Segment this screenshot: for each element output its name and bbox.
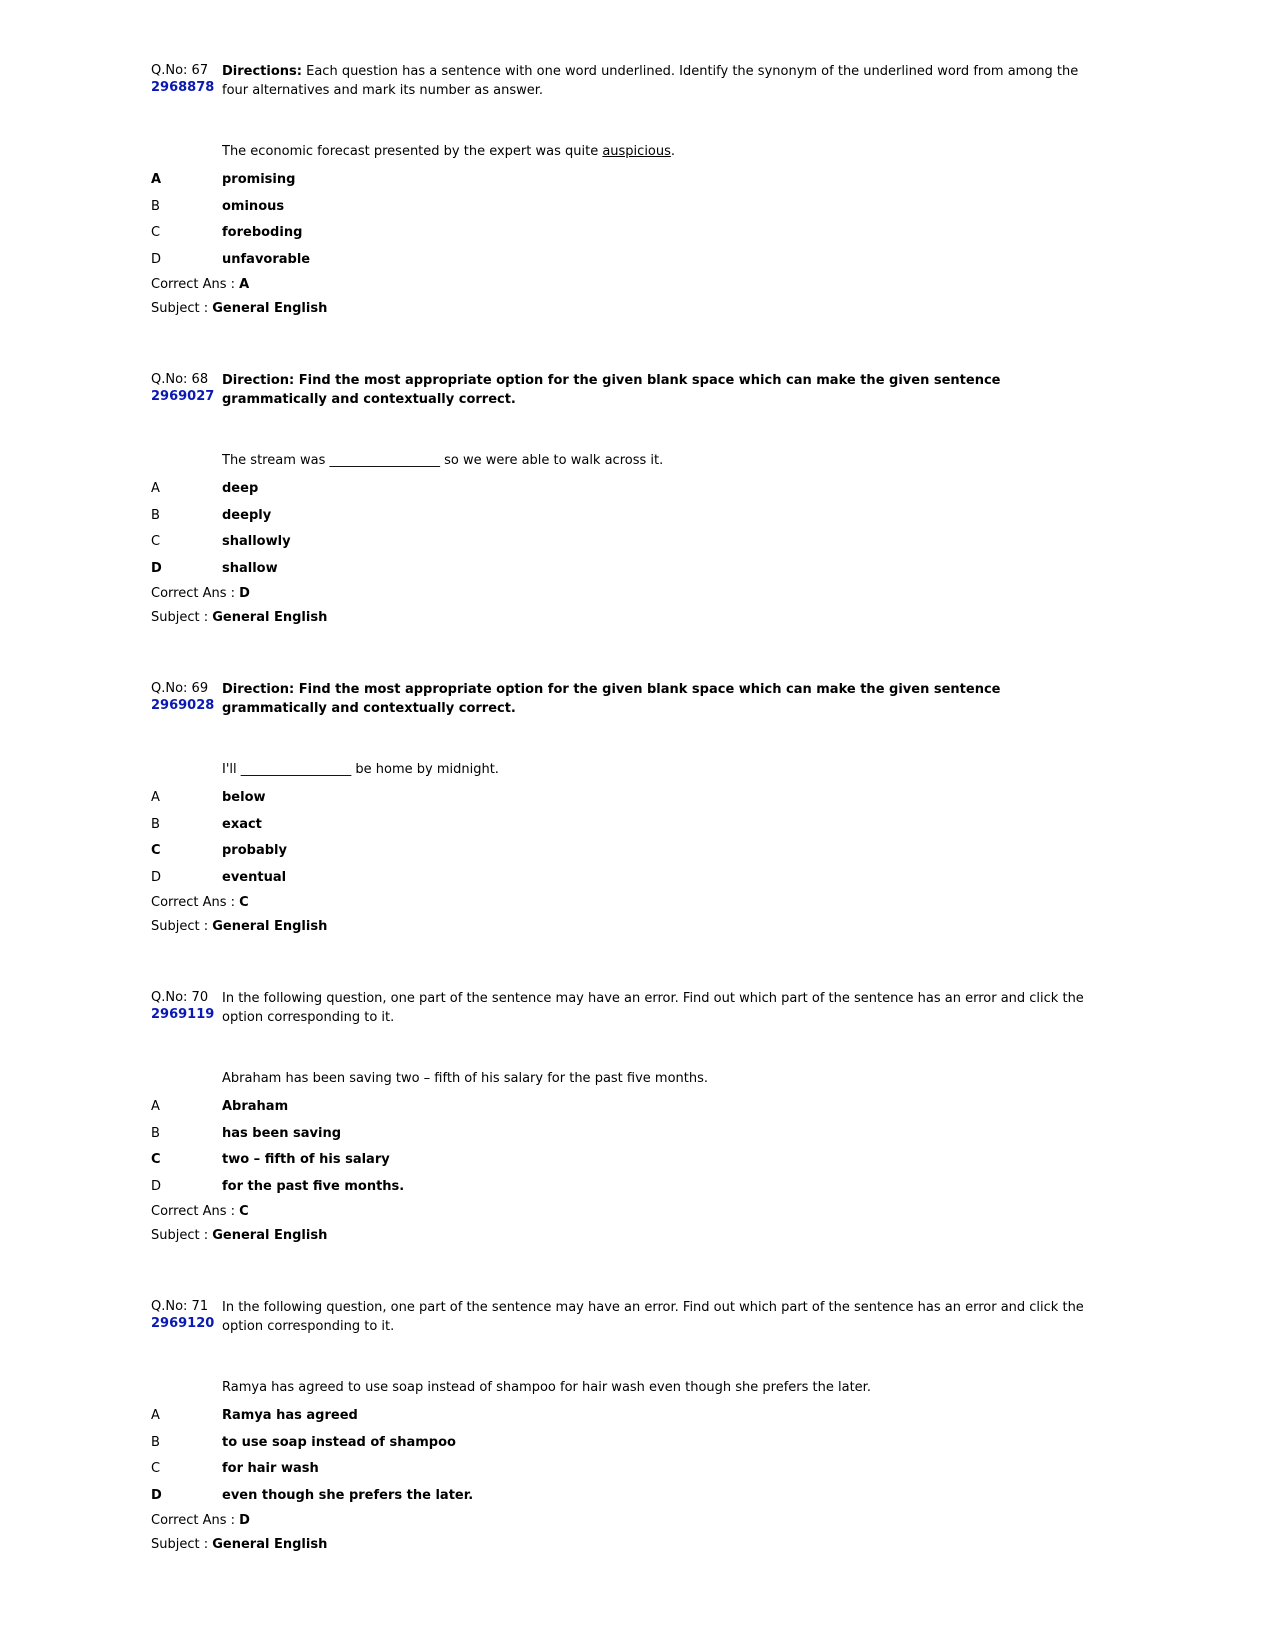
stem-after: . [670, 144, 676, 159]
correct-answer-value: D [239, 1513, 250, 1528]
question-67 [151, 62, 1101, 316]
option-letter: D [151, 1179, 162, 1194]
option-c [151, 224, 1101, 241]
question-number: Q.No: 71 [151, 1299, 209, 1314]
subject [151, 300, 327, 317]
question-number: Q.No: 70 [151, 990, 209, 1005]
option-letter: B [151, 1126, 160, 1141]
question-71 [151, 1298, 1101, 1552]
option-text: deep [222, 481, 259, 496]
question-id: 2969027 [151, 389, 215, 404]
option-d [151, 560, 1101, 577]
correct-answer-label: Correct Ans : [151, 1513, 240, 1528]
option-d [151, 251, 1101, 268]
question-header [151, 371, 1101, 411]
option-text: promising [222, 172, 296, 187]
option-c [151, 533, 1101, 550]
option-text: Abraham [222, 1099, 289, 1114]
option-b [151, 198, 1101, 215]
directions-lead: Directions: [222, 64, 302, 79]
option-a [151, 1407, 1101, 1424]
directions: Direction: Find the most appropriate option for the given blank space which can make the given sentence grammatically and contextually correct. [222, 373, 1001, 407]
option-text: shallow [222, 561, 278, 576]
question-number: Q.No: 67 [151, 63, 209, 78]
option-letter: D [151, 561, 162, 576]
option-a [151, 171, 1101, 188]
option-letter: C [151, 843, 161, 858]
question-id: 2968878 [151, 80, 215, 95]
correct-answer [151, 894, 249, 911]
correct-answer-value: C [239, 895, 249, 910]
question-number: Q.No: 69 [151, 681, 209, 696]
option-letter: A [151, 1408, 160, 1423]
question-number-block [151, 680, 217, 714]
option-letter: C [151, 534, 161, 549]
option-letter: B [151, 1435, 160, 1450]
option-a [151, 789, 1101, 806]
subject-value: General English [212, 610, 328, 625]
option-c [151, 842, 1101, 859]
question-header [151, 1298, 1101, 1338]
question-number-block [151, 62, 217, 96]
option-text: eventual [222, 870, 287, 885]
option-b [151, 1125, 1101, 1142]
option-text: has been saving [222, 1126, 342, 1141]
question-number-block [151, 371, 217, 405]
stem-before: The economic forecast presented by the expert was quite [222, 144, 603, 159]
option-text: shallowly [222, 534, 291, 549]
option-letter: A [151, 481, 160, 496]
option-letter: B [151, 508, 160, 523]
question-header [151, 62, 1101, 102]
subject [151, 1536, 327, 1553]
subject-value: General English [212, 1537, 328, 1552]
correct-answer-label: Correct Ans : [151, 1204, 240, 1219]
question-number: Q.No: 68 [151, 372, 209, 387]
correct-answer [151, 276, 249, 293]
option-text: for hair wash [222, 1461, 319, 1476]
option-c [151, 1460, 1101, 1477]
subject-value: General English [212, 919, 328, 934]
subject-value: General English [212, 301, 328, 316]
option-d [151, 869, 1101, 886]
option-d [151, 1178, 1101, 1195]
option-text: below [222, 790, 266, 805]
correct-answer [151, 1203, 249, 1220]
subject-label: Subject : [151, 1537, 213, 1552]
question-stem: Ramya has agreed to use soap instead of shampoo for hair wash even though she prefers the later. [222, 1380, 871, 1395]
question-stem [222, 143, 675, 160]
question-68 [151, 371, 1101, 625]
option-b [151, 816, 1101, 833]
question-stem: Abraham has been saving two – fifth of his salary for the past five months. [222, 1071, 709, 1086]
correct-answer-label: Correct Ans : [151, 277, 240, 292]
option-text: to use soap instead of shampoo [222, 1435, 456, 1450]
option-letter: D [151, 252, 162, 267]
question-69 [151, 680, 1101, 934]
option-text: even though she prefers the later. [222, 1488, 474, 1503]
option-text: deeply [222, 508, 272, 523]
question-id: 2969120 [151, 1316, 215, 1331]
subject-label: Subject : [151, 301, 213, 316]
subject-value: General English [212, 1228, 328, 1243]
subject-label: Subject : [151, 610, 213, 625]
option-a [151, 480, 1101, 497]
stem-underlined-word: auspicious [602, 144, 671, 159]
directions-text: Each question has a sentence with one word underlined. Identify the synonym of the underlined word from among the four alternatives and mark its number as answer. [222, 64, 1079, 98]
correct-answer-label: Correct Ans : [151, 586, 240, 601]
question-id: 2969119 [151, 1007, 215, 1022]
option-b [151, 507, 1101, 524]
directions [222, 62, 1102, 100]
option-text: ominous [222, 199, 285, 214]
correct-answer-value: D [239, 586, 250, 601]
question-number-block [151, 1298, 217, 1332]
option-d [151, 1487, 1101, 1504]
option-letter: B [151, 199, 160, 214]
option-letter: A [151, 790, 160, 805]
question-stem: I'll _________________ be home by midnight. [222, 762, 499, 777]
option-letter: C [151, 1461, 161, 1476]
option-letter: A [151, 172, 162, 187]
question-number-block [151, 989, 217, 1023]
question-id: 2969028 [151, 698, 215, 713]
option-text: two – fifth of his salary [222, 1152, 390, 1167]
question-stem: The stream was _________________ so we were able to walk across it. [222, 453, 664, 468]
option-a [151, 1098, 1101, 1115]
option-text: Ramya has agreed [222, 1408, 358, 1423]
option-letter: D [151, 1488, 162, 1503]
correct-answer [151, 1512, 250, 1529]
subject [151, 609, 327, 626]
question-header [151, 680, 1101, 720]
question-70 [151, 989, 1101, 1243]
directions: Direction: Find the most appropriate option for the given blank space which can make the given sentence grammatically and contextually correct. [222, 682, 1001, 716]
correct-answer [151, 585, 250, 602]
correct-answer-label: Correct Ans : [151, 895, 240, 910]
option-b [151, 1434, 1101, 1451]
option-letter: D [151, 870, 162, 885]
correct-answer-value: A [239, 277, 250, 292]
option-letter: C [151, 1152, 161, 1167]
subject-label: Subject : [151, 1228, 213, 1243]
subject [151, 1227, 327, 1244]
subject-label: Subject : [151, 919, 213, 934]
option-letter: A [151, 1099, 160, 1114]
directions: In the following question, one part of the sentence may have an error. Find out which part of the sentence has an error and click the option corresponding to it. [222, 1300, 1084, 1334]
option-letter: B [151, 817, 160, 832]
correct-answer-value: C [239, 1204, 249, 1219]
option-text: exact [222, 817, 262, 832]
option-letter: C [151, 225, 161, 240]
subject [151, 918, 327, 935]
option-text: for the past five months. [222, 1179, 405, 1194]
option-text: probably [222, 843, 287, 858]
question-header [151, 989, 1101, 1029]
option-text: foreboding [222, 225, 303, 240]
directions: In the following question, one part of the sentence may have an error. Find out which part of the sentence has an error and click the option corresponding to it. [222, 991, 1084, 1025]
option-text: unfavorable [222, 252, 311, 267]
option-c [151, 1151, 1101, 1168]
